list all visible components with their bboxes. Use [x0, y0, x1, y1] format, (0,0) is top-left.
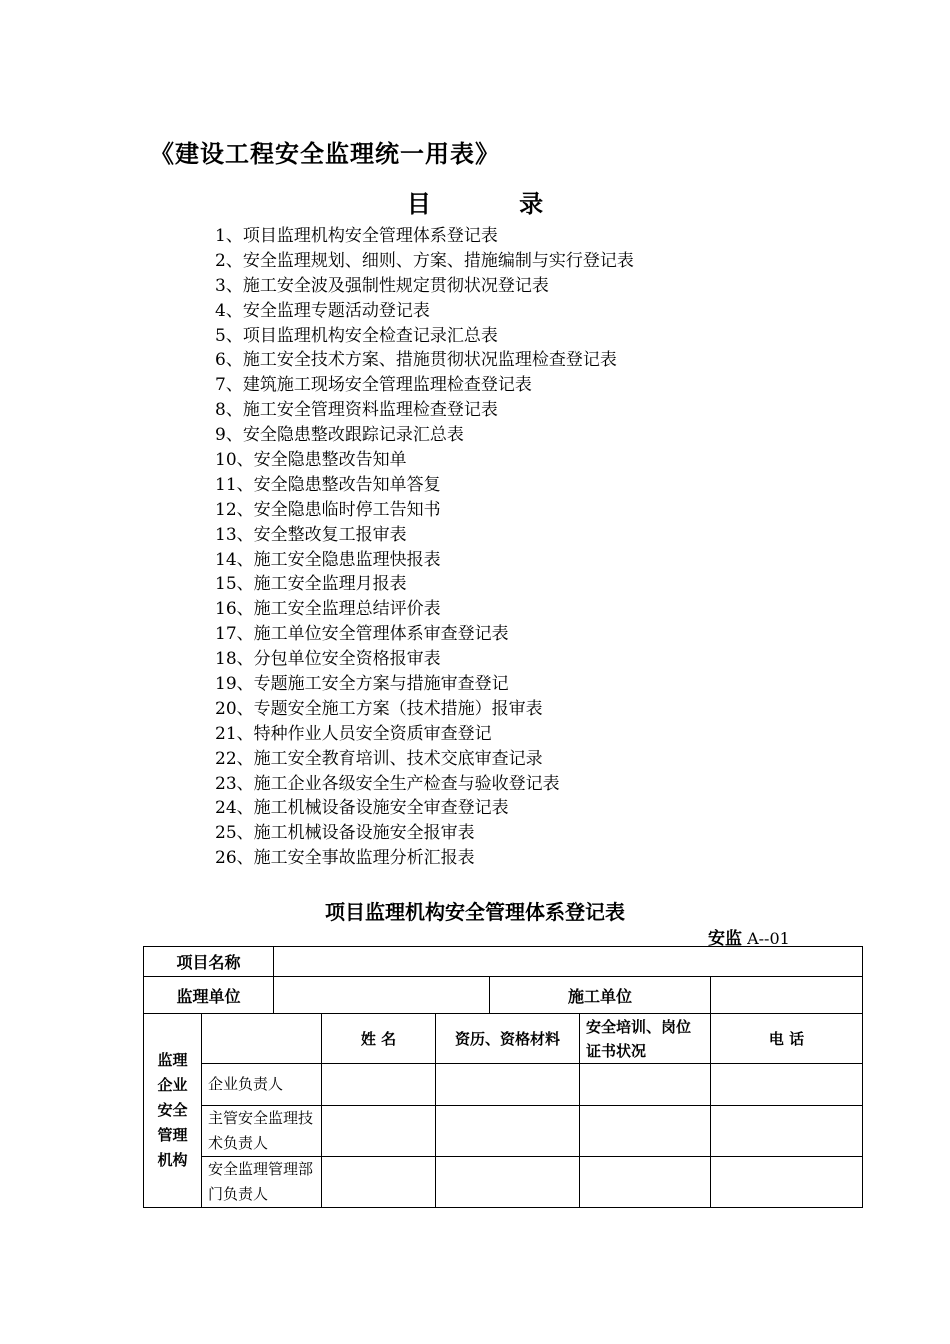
name-column-header: 姓 名 [322, 1014, 436, 1064]
toc-item: 18、分包单位安全资格报审表 [215, 649, 441, 670]
toc-item: 8、施工安全管理资料监理检查登记表 [215, 400, 498, 421]
project-name-label: 项目名称 [144, 947, 274, 977]
registration-table [143, 946, 863, 1208]
org-label [144, 1014, 202, 1208]
toc-item: 16、施工安全监理总结评价表 [215, 599, 441, 620]
toc-item: 15、施工安全监理月报表 [215, 574, 407, 595]
training-cell[interactable] [580, 1157, 711, 1208]
qualification-cell[interactable] [436, 1064, 580, 1106]
toc-item: 20、专题安全施工方案（技术措施）报审表 [215, 698, 543, 719]
toc-item: 26、施工安全事故监理分析汇报表 [215, 848, 475, 869]
supervision-unit-value[interactable] [274, 977, 490, 1014]
form-title: 项目监理机构安全管理体系登记表 [325, 900, 625, 924]
toc-item: 21、特种作业人员安全资质审查登记 [215, 723, 492, 744]
column-header-row [144, 1014, 863, 1064]
toc-item: 14、施工安全隐患监理快报表 [215, 549, 441, 570]
toc-item: 3、施工安全波及强制性规定贯彻状况登记表 [215, 275, 549, 296]
toc-item: 6、施工安全技术方案、措施贯彻状况监理检查登记表 [215, 350, 617, 371]
phone-column-header: 电 话 [711, 1014, 863, 1064]
table-row [144, 1106, 863, 1157]
phone-cell[interactable] [711, 1064, 863, 1106]
toc-item: 11、安全隐患整改告知单答复 [215, 474, 441, 495]
toc-item: 25、施工机械设备设施安全报审表 [215, 823, 475, 844]
org-label-line: 安全 [157, 1101, 188, 1119]
toc-item: 7、建筑施工现场安全管理监理检查登记表 [215, 375, 532, 396]
role-cell: 安全监理管理部门负责人 [202, 1157, 322, 1208]
toc-item: 1、项目监理机构安全管理体系登记表 [215, 226, 498, 246]
qualification-cell[interactable] [436, 1106, 580, 1157]
toc-item: 5、项目监理机构安全检查记录汇总表 [215, 325, 498, 346]
toc-item: 19、专题施工安全方案与措施审查登记 [215, 674, 509, 695]
role-cell: 主管安全监理技术负责人 [202, 1106, 322, 1157]
training-cell[interactable] [580, 1064, 711, 1106]
toc-heading: 目 录 [406, 190, 584, 218]
name-cell[interactable] [322, 1157, 436, 1208]
toc-item: 22、施工安全教育培训、技术交底审查记录 [215, 748, 543, 769]
toc-item: 9、安全隐患整改跟踪记录汇总表 [215, 425, 464, 446]
training-cell[interactable] [580, 1106, 711, 1157]
toc-item: 2、安全监理规划、细则、方案、措施编制与实行登记表 [215, 250, 634, 271]
construction-unit-value[interactable] [711, 977, 863, 1014]
phone-cell[interactable] [711, 1106, 863, 1157]
name-cell[interactable] [322, 1106, 436, 1157]
toc-item: 13、安全整改复工报审表 [215, 524, 407, 545]
org-label-line: 监理 [157, 1051, 188, 1069]
role-cell: 企业负责人 [202, 1064, 322, 1106]
org-label-line: 企业 [157, 1076, 188, 1094]
name-cell[interactable] [322, 1064, 436, 1106]
qualification-column-header: 资历、资格材料 [436, 1014, 580, 1064]
phone-cell[interactable] [711, 1157, 863, 1208]
supervision-unit-label: 监理单位 [144, 977, 274, 1014]
document-title: 《建设工程安全监理统一用表》 [150, 140, 500, 168]
role-header-cell [202, 1014, 322, 1064]
org-label-line: 机构 [157, 1151, 188, 1169]
construction-unit-label: 施工单位 [490, 977, 711, 1014]
toc-item: 12、安全隐患临时停工告知书 [215, 499, 441, 520]
table-row [144, 1157, 863, 1208]
toc-item: 23、施工企业各级安全生产检查与验收登记表 [215, 773, 560, 794]
toc-item: 17、施工单位安全管理体系审查登记表 [215, 624, 509, 645]
project-name-row [144, 947, 863, 977]
table-row [144, 1064, 863, 1106]
project-name-value[interactable] [274, 947, 863, 977]
toc-item: 4、安全监理专题活动登记表 [215, 300, 430, 321]
form-code-prefix: 安监 [708, 929, 742, 949]
toc-item: 24、施工机械设备设施安全审查登记表 [215, 798, 509, 819]
unit-row [144, 977, 863, 1014]
form-code-number: A--01 [747, 929, 790, 948]
org-label-line: 管理 [157, 1126, 188, 1144]
qualification-cell[interactable] [436, 1157, 580, 1208]
toc-item: 10、安全隐患整改告知单 [215, 450, 407, 471]
training-column-header: 安全培训、岗位证书状况 [580, 1014, 711, 1064]
table-of-contents [215, 224, 634, 871]
